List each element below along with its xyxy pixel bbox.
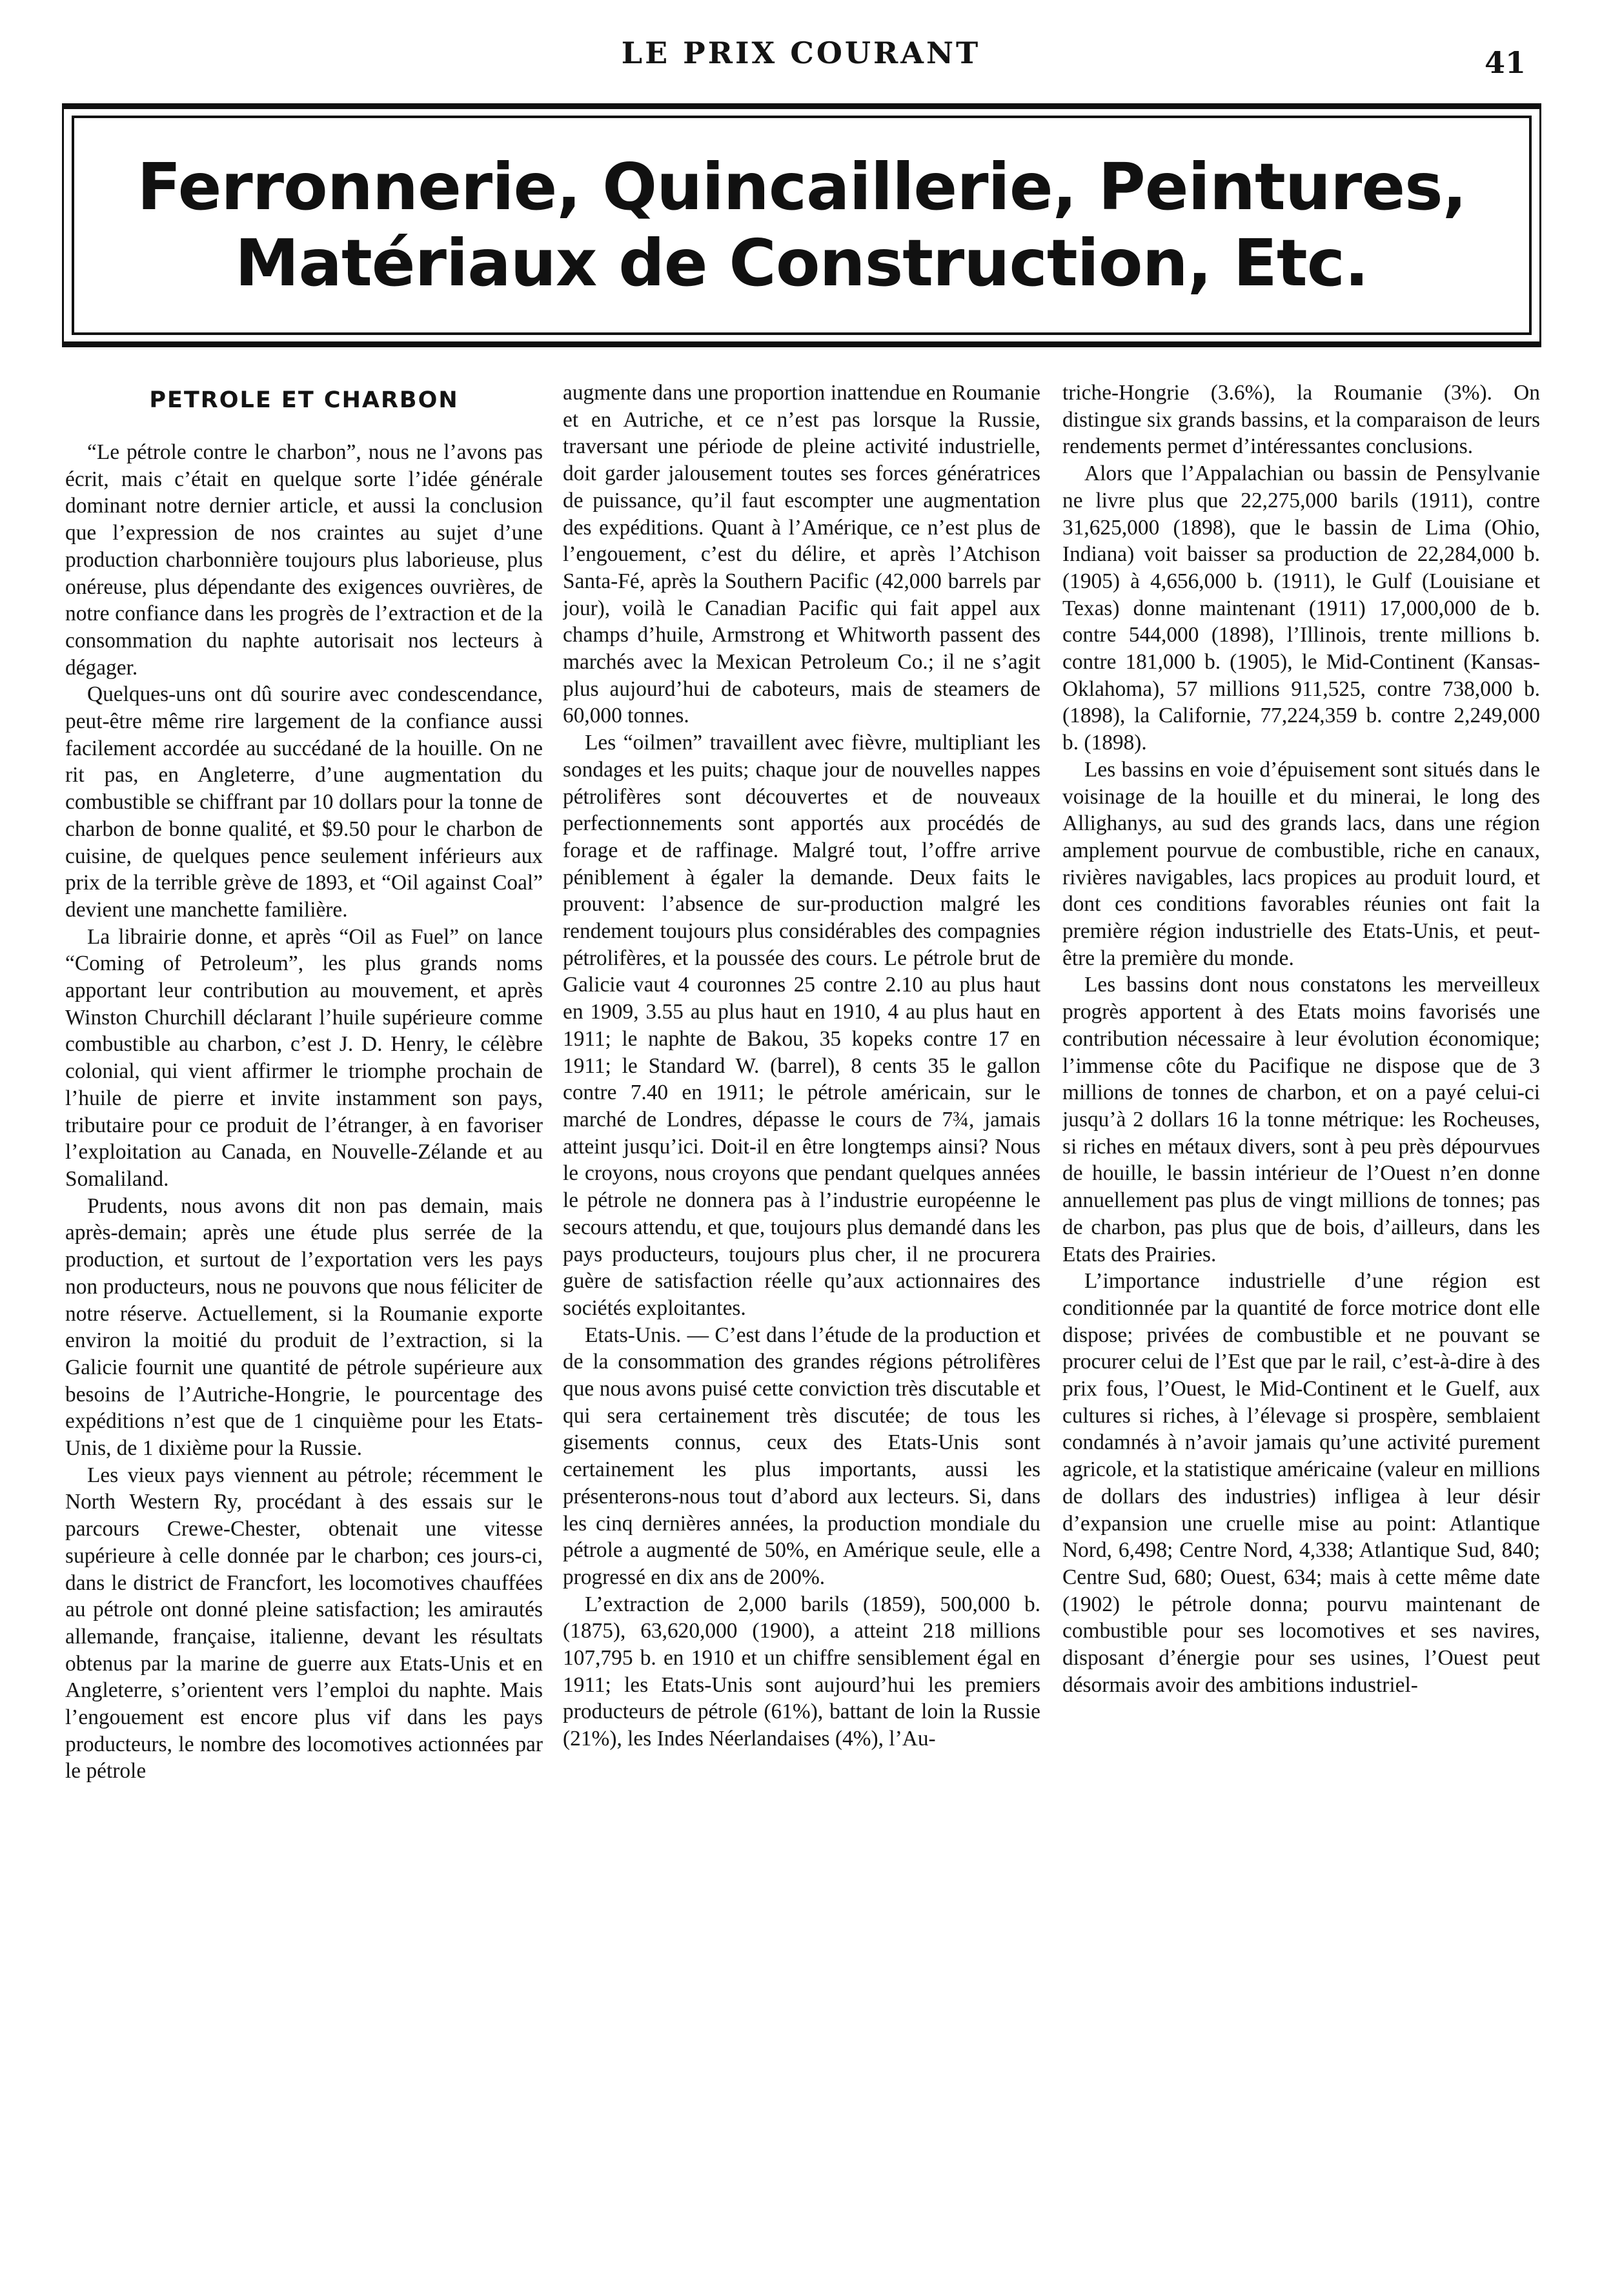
title-box: [62, 103, 1541, 347]
column-1: [65, 380, 543, 2271]
paragraph: L’importance industrielle d’une région est conditionnée par la quantité de force motrice dont elle dispose; privées de combustible et ne pouvant se procurer celui de l’Est que par le rail, c’est-à-dire à des prix fous, l’Ouest, le Mid-Continent et le Guelf, aux cultures si riches, à l’élevage si prospère, semblaient condamnés à n’avoir jamais qu’une activité purement agricole, et la statistique américaine (valeur en millions de dollars des industries) infligea à leur désir d’expansion une cruelle mise au point: Atlantique Nord, 6,498; Centre Nord, 4,338; Atlantique Sud, 840; Centre Sud, 680; Ouest, 634; mais à cette même date (1902) le pétrole donna; pourvu maintenant de combustible pour ses locomotives et ses navires, disposant d’énergie pour ses usines, l’Ouest peut désormais avoir des ambitions industriel-: [1062, 1269, 1540, 1697]
paragraph: augmente dans une proportion inattendue en Roumanie et en Autriche, et ce n’est pas lorsque la Russie, traversant une période de pleine activité industrielle, doit garder jalousement toutes ses forces génératrices de puissance, qu’il faut escompter une augmentation des expéditions. Quant à l’Amérique, ce n’est plus de l’engouement, c’est du délire, et après l’Atchison Santa-Fé, après la Southern Pacific (42,000 barrels par jour), voilà le Canadian Pacific qui fait appel aux champs d’huile, Armstrong et Whitworth passent des marchés avec la Mexican Petroleum Co.; il ne s’agit plus aujourd’hui de caboteurs, mais de steamers de 60,000 tonnes.: [563, 381, 1040, 728]
paragraph: triche-Hongrie (3.6%), la Roumanie (3%). On distingue six grands bassins, et la comparaison de leurs rendements permet d’intéressantes conclusions.: [1062, 381, 1540, 459]
running-title: LE PRIX COURANT: [621, 36, 981, 70]
section-title-line-1: Ferronnerie, Quincaillerie, Peintures,: [137, 149, 1466, 225]
paragraph: Quelques-uns ont dû sourire avec condescendance, peut-être même rire largement de la confiance aussi facilement accordée au succédané de la houille. On ne rit pas, en Angleterre, d’une augmentation du combustible se chiffrant par 10 dollars pour la tonne de charbon de bonne qualité, et $9.50 pour le charbon de cuisine, de quelques pence seulement inférieurs aux prix de la terrible grève de 1893, et “Oil against Coal” devient une manchette familière.: [65, 682, 543, 922]
paragraph: La librairie donne, et après “Oil as Fuel” on lance “Coming of Petroleum”, les plus grands noms apportant leur contribution au mouvement, et après Winston Churchill déclarant l’huile supérieure comme combustible au charbon, c’est J. D. Henry, le célèbre colonial, qui vient affirmer le triomphe prochain de l’huile de pierre et invite instamment son pays, tributaire pour ce produit de l’étranger, à en favoriser l’exploitation au Canada, en Nouvelle-Zélande et au Somaliland.: [65, 924, 543, 1191]
column-2: [563, 380, 1040, 2271]
title-box-inner: [72, 116, 1532, 335]
paragraph: Alors que l’Appalachian ou bassin de Pensylvanie ne livre plus que 22,275,000 barils (1911), contre 31,625,000 (1898), que le bassin de Lima (Ohio, Indiana) voit baisser sa production de 22,284,000 b. (1905) à 4,656,000 b. (1911), le Gulf (Louisiane et Texas) donne maintenant (1911) 17,000,000 de b. contre 544,000 (1898), l’Illinois, trente millions b. contre 181,000 b. (1905), le Mid-Continent (Kansas-Oklahoma), 57 millions 911,525, contre 738,000 b. (1898), la Californie, 77,224,359 b. contre 2,249,000 b. (1898).: [1062, 462, 1540, 755]
paragraph: L’extraction de 2,000 barils (1859), 500,000 b. (1875), 63,620,000 (1900), a atteint 218 millions 107,795 b. en 1910 et un chiffre sensiblement égal en 1911; les Etats-Unis sont aujourd’hui les premiers producteurs de pétrole (61%), battant de loin la Russie (21%), les Indes Néerlandaises (4%), l’Au-: [563, 1592, 1040, 1751]
article-heading: PETROLE ET CHARBON: [149, 387, 459, 413]
article-columns: [62, 380, 1541, 2271]
paragraph: Etats-Unis. — C’est dans l’étude de la production et de la consommation des grandes régions pétrolifères que nous avons puisé cette conviction très discutable et qui sera certainement très discutée; de tous les gisements connus, ceux des Etats-Unis sont certainement les plus importants, aussi les présenterons-nous tout d’abord aux lecteurs. Si, dans les cinq dernières années, la production mondiale du pétrole a augmenté de 50%, en Amérique seule, elle a progressé en dix ans de 200%.: [563, 1323, 1040, 1589]
paragraph: “Le pétrole contre le charbon”, nous ne l’avons pas écrit, mais c’était en quelque sorte l’idée générale dominant notre dernier article, et aussi la conclusion que l’expression de nos craintes au sujet d’une production charbonnière toujours plus laborieuse, plus onéreuse, plus dépendante des exigences ouvrières, de notre confiance dans les progrès de l’extraction et de la consommation du naphte autorisait nos lecteurs à dégager.: [65, 440, 543, 680]
section-title-line-2: Matériaux de Construction, Etc.: [235, 225, 1368, 301]
paragraph: Les vieux pays viennent au pétrole; récemment le North Western Ry, procédant à des essais sur le parcours Crewe-Chester, obtenait une vitesse supérieure à celle donnée par le charbon; ces jours-ci, dans le district de Francfort, les locomotives chauffées au pétrole ont donné pleine satisfaction; les amirautés allemande, française, italienne, devant les résultats obtenus par la marine de guerre aux Etats-Unis et en Angleterre, s’orientent vers l’emploi du naphte. Mais l’engouement est encore plus vif dans les pays producteurs, le nombre des locomotives actionnées par le pétrole: [65, 1463, 543, 1783]
paragraph: Les bassins dont nous constatons les merveilleux progrès apportent à des Etats moins favorisés une contribution nécessaire à leur évolution économique; l’immense côte du Pacifique ne dispose que de 3 millions de tonnes de charbon, et on a payé celui-ci jusqu’à 2 dollars 16 la tonne métrique: les Rocheuses, si riches en métaux divers, sont à peu près dépourvues de houille, le bassin intérieur de l’Ouest n’en donne annuellement pas plus de vingt millions de tonnes; pas de charbon, pas plus que de bois, d’ailleurs, dans les Etats des Prairies.: [1062, 973, 1540, 1266]
paragraph: Prudents, nous avons dit non pas demain, mais après-demain; après une étude plus serrée de la production, et surtout de l’exportation vers les pays non producteurs, nous ne pouvons que nous féliciter de notre réserve. Actuellement, si la Roumanie exporte environ la moitié du produit de l’extraction, si la Galicie fournit une quantité de pétrole supérieure aux besoins de l’Autriche-Hongrie, le pourcentage des expéditions n’est que de 1 cinquième pour les Etats-Unis, de 1 dixième pour la Russie.: [65, 1194, 543, 1461]
paragraph: Les “oilmen” travaillent avec fièvre, multipliant les sondages et les puits; chaque jour de nouvelles nappes pétrolifères sont découvertes et de nouveaux perfectionnements sont apportés aux procédés de forage et de raffinage. Malgré tout, l’offre arrive péniblement à égaler la demande. Deux faits le prouvent: l’absence de sur-production malgré les rendement toujours plus considérables des compagnies pétrolifères, et la poussée des cours. Le pétrole brut de Galicie vaut 4 couronnes 25 contre 2.10 au plus haut en 1909, 3.55 au plus haut en 1910, 4 au plus haut en 1911; le naphte de Bakou, 35 kopeks contre 17 en 1911; le Standard W. (barrel), 8 cents 35 le gallon contre 7.40 en 1911; le pétrole américain, sur le marché de Londres, dépasse le cours de 7¾, jamais atteint jusqu’ici. Doit-il en être longtemps ainsi? Nous le croyons, nous croyons que pendant quelques années le pétrole ne donnera pas à l’industrie européenne le secours attendu, et que, toujours plus demandé dans les pays producteurs, toujours plus cher, il ne procurera guère de satisfaction réelle qu’aux actionnaires des sociétés exploitantes.: [563, 731, 1040, 1320]
column-3: [1062, 380, 1540, 2271]
paragraph: Les bassins en voie d’épuisement sont situés dans le voisinage de la houille et du minerai, le long des Allighanys, au sud des grands lacs, dans une région amplement pourvue de combustible, riche en canaux, rivières navigables, lacs propices au produit lourd, et dont ces conditions favorables réunies ont fait la première région industrielle des Etats-Unis, et peut-être la première du monde.: [1062, 757, 1540, 970]
page-number: 41: [1484, 45, 1526, 80]
